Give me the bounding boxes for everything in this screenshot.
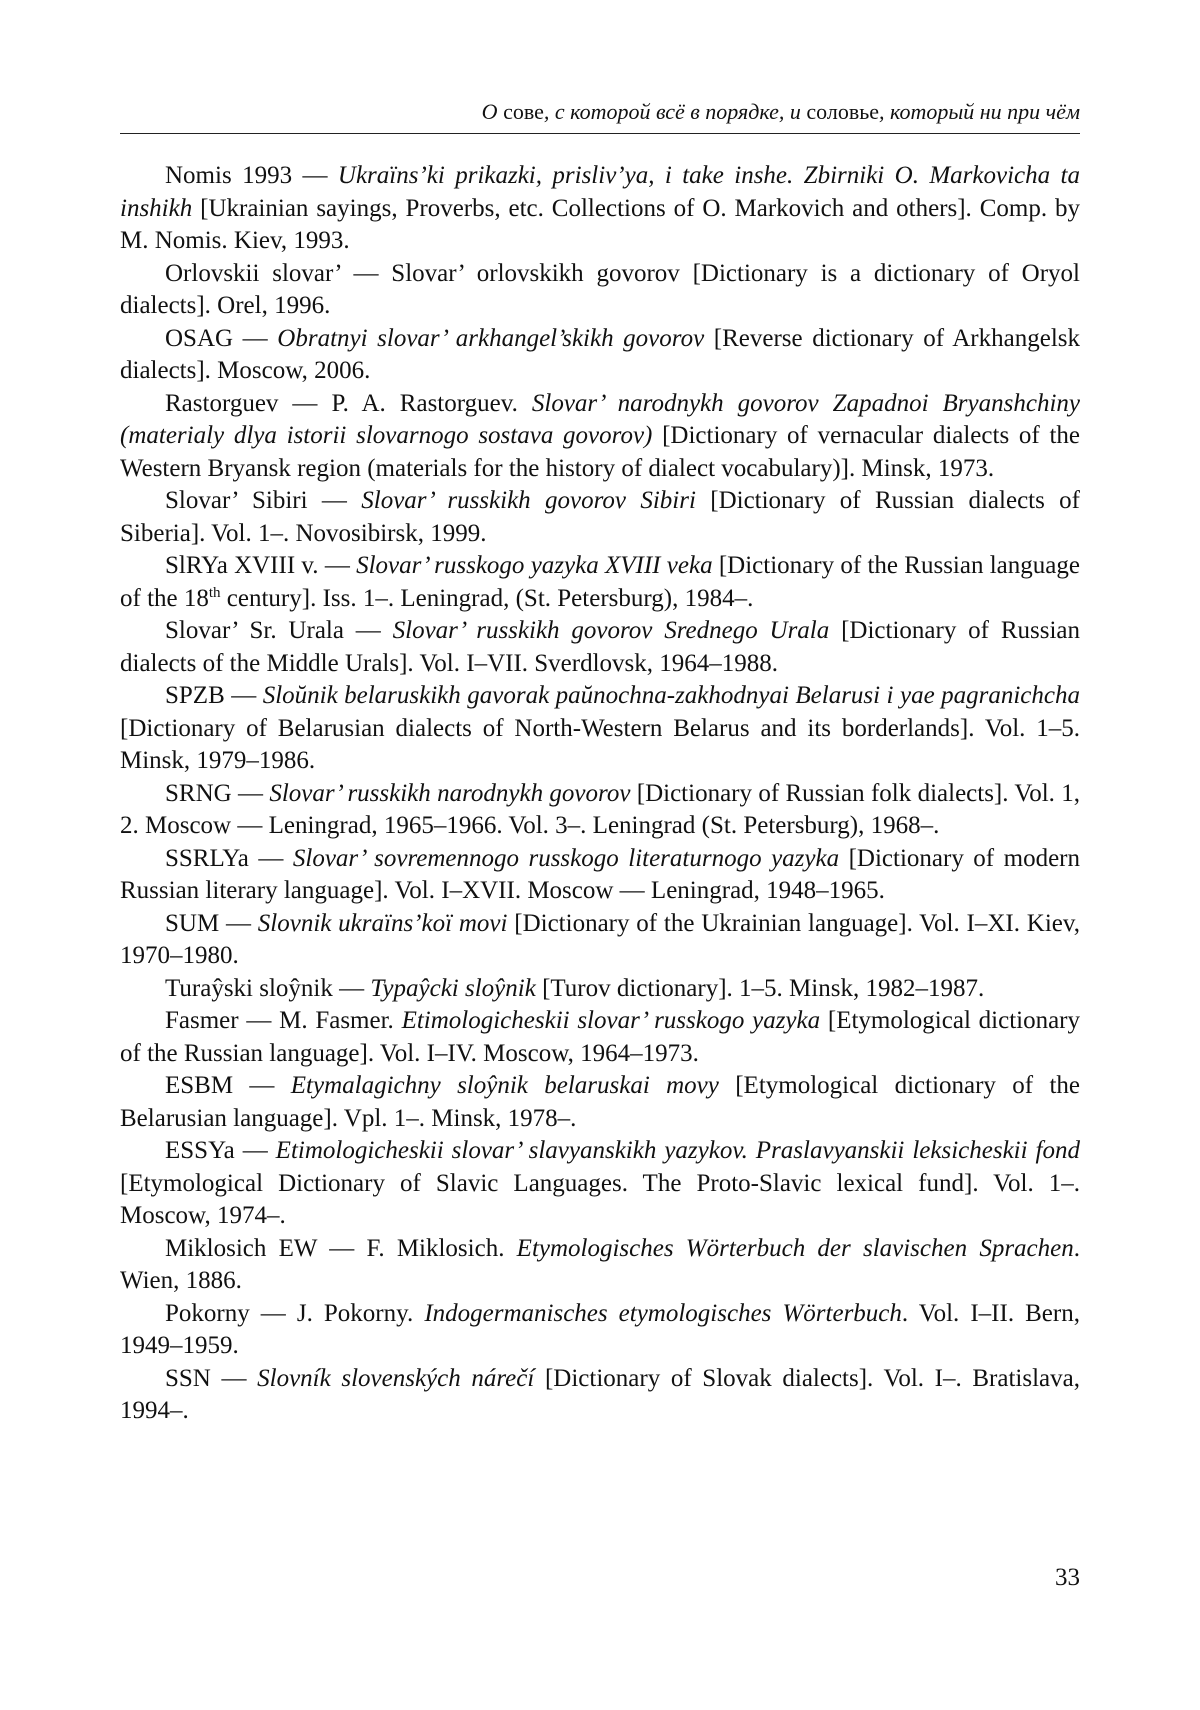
ref-text: Rastorguev — P. A. Rastorguev. <box>165 389 532 417</box>
ref-text: [Dictionary of Russian dialects of Siberia]. Vol. 1–. Novosibirsk, 1999. <box>120 487 1080 547</box>
ref-title: Sloŭnik belaruskikh gavorak paŭnochna-zakhodnyai Belarusi i yae pagranichcha <box>262 682 1080 709</box>
ref-text: Slovar’ Sr. Urala — <box>165 617 393 644</box>
ref-title: Obratnyi slovar’ arkhangel’skikh govorov <box>277 324 705 352</box>
ref-title: Slovar’ sovremennogo russkogo literaturnogo yazyka <box>292 844 840 872</box>
ref-text: century]. Iss. 1–. Leningrad, (St. Petersburg), 1984–. <box>220 584 754 612</box>
running-header-part: О <box>481 99 504 124</box>
reference-entry-pokorny <box>120 1298 1080 1363</box>
ref-title: Slovar’ russkikh govorov Sibiri <box>361 487 696 514</box>
ref-superscript: th <box>208 584 221 601</box>
reference-entry-turayski <box>120 973 1080 1006</box>
reference-entry-srng <box>120 778 1080 843</box>
reference-entry-ssn <box>120 1363 1080 1428</box>
ref-text: [Ukrainian sayings, Proverbs, etc. Collections of O. Markovich and others]. Comp. by M. Nomis. Kiev, 1993. <box>120 194 1080 254</box>
reference-list <box>120 160 1080 1428</box>
ref-title: Etymologisches Wörterbuch der slavischen Sprachen <box>516 1234 1074 1262</box>
ref-text: Turaŷski sloŷnik — <box>165 974 371 1002</box>
ref-title: Slovar’ russkikh govorov Srednego Urala <box>392 617 830 644</box>
ref-text: [Etymological dictionary of the Russian language]. Vol. I–IV. Moscow, 1964–1973. <box>120 1007 1081 1067</box>
ref-text: SUM — <box>165 909 258 937</box>
ref-title: Ukraïns’ki prikazki, prisliv’ya, i take inshe. Zbirniki O. Markovicha ta inshikh <box>120 162 1080 222</box>
ref-text: [Dictionary of Slovak dialects]. Vol. I–. Bratislava, 1994–. <box>120 1364 1080 1424</box>
ref-text: ESBM — <box>165 1072 291 1099</box>
ref-title: Indogermanisches etymologisches Wörterbuch <box>424 1299 902 1327</box>
reference-entry-slovar-sr-urala <box>120 615 1080 680</box>
ref-text: Nomis 1993 — <box>165 162 338 189</box>
ref-title: Slovar’ russkikh narodnykh govorov <box>269 779 631 807</box>
ref-text: [Dictionary of Russian folk dialects]. Vol. 1, 2. Moscow — Leningrad, 1965–1966. Vol. 3–. Leningrad (St. Petersburg), 1968–. <box>120 779 1080 839</box>
ref-text: . Wien, 1886. <box>120 1234 1080 1294</box>
ref-text: [Etymological Dictionary of Slavic Languages. The Proto-Slavic lexical fund]. Vol. 1–. Moscow, 1974–. <box>120 1169 1080 1229</box>
running-header-part: , который ни при чём <box>879 99 1080 124</box>
ref-text: [Turov dictionary]. 1–5. Minsk, 1982–1987. <box>535 974 985 1002</box>
reference-entry-rastorguev <box>120 388 1080 486</box>
reference-entry-spzb <box>120 680 1080 778</box>
ref-title: Etimologicheskii slovar’ russkogo yazyka <box>401 1007 821 1034</box>
ref-text: OSAG — <box>165 324 278 352</box>
reference-entry-miklosich <box>120 1233 1080 1298</box>
reference-entry-orlovskii <box>120 258 1080 323</box>
reference-entry-osag <box>120 323 1080 388</box>
ref-text: [Dictionary of vernacular dialects of the Western Bryansk region (materials for the history of dialect vocabulary)]. Minsk, 1973. <box>120 422 1080 482</box>
ref-text: SPZB — <box>165 682 263 709</box>
ref-text: [Dictionary of the Russian language of the 18 <box>120 552 1080 612</box>
ref-text: ESSYa — <box>165 1137 276 1164</box>
ref-text: Slovar’ Sibiri — <box>165 487 362 514</box>
ref-text: [Dictionary of modern Russian literary language]. Vol. I–XVII. Moscow — Leningrad, 1948–1965. <box>120 844 1080 904</box>
ref-text: Orlovskii slovar’ — Slovar’ orlovskikh govorov [Dictionary is a dictionary of Oryol dialects]. Orel, 1996. <box>120 259 1080 319</box>
ref-text: [Etymological dictionary of the Belarusian language]. Vpl. 1–. Minsk, 1978–. <box>120 1072 1080 1132</box>
ref-text: . Vol. I–II. Bern, 1949–1959. <box>120 1299 1080 1359</box>
ref-text: SRNG — <box>165 779 270 807</box>
ref-text: SSN — <box>165 1364 258 1392</box>
reference-entry-sum <box>120 908 1080 973</box>
ref-title: Slovník slovenských nárečí <box>257 1364 535 1392</box>
ref-text: Fasmer — M. Fasmer. <box>165 1007 402 1034</box>
ref-title: Slovnik ukraïns’koï movi <box>257 909 508 937</box>
running-header-part: , с которой всё в порядке, и <box>543 99 807 124</box>
reference-entry-essya <box>120 1135 1080 1233</box>
page-number: 33 <box>1055 1564 1080 1591</box>
ref-text: SlRYa XVIII v. — <box>165 552 357 579</box>
header-rule <box>120 133 1080 134</box>
reference-entry-ssrlya <box>120 843 1080 908</box>
ref-text: [Dictionary of Belarusian dialects of North-Western Belarus and its borderlands]. Vol. 1–5. Minsk, 1979–1986. <box>120 714 1080 774</box>
ref-title: Slovar’ narodnykh govorov Zapadnoi Bryanshchiny (materialy dlya istorii slovarnogo sostava govorov) <box>120 389 1081 449</box>
ref-title: Etymalagichny sloŷnik belaruskai movy <box>290 1072 719 1099</box>
ref-text: Miklosich EW — F. Miklosich. <box>165 1234 517 1262</box>
ref-text: [Dictionary of Russian dialects of the Middle Urals]. Vol. I–VII. Sverdlovsk, 1964–1988. <box>120 617 1081 677</box>
reference-entry-fasmer <box>120 1005 1080 1070</box>
reference-entry-nomis <box>120 160 1080 258</box>
ref-text: [Dictionary of the Ukrainian language]. Vol. I–XI. Kiev, 1970–1980. <box>120 909 1080 969</box>
ref-text: SSRLYa — <box>165 844 293 872</box>
ref-text: [Reverse dictionary of Arkhangelsk dialects]. Moscow, 2006. <box>120 324 1080 384</box>
ref-title: Etimologicheskii slovar’ slavyanskikh yazykov. Praslavyanskii leksicheskii fond <box>275 1137 1080 1164</box>
ref-title: Typaŷcki sloŷnik <box>370 974 536 1002</box>
running-header-part: соловье <box>806 99 880 124</box>
ref-title: Slovar’ russkogo yazyka XVIII veka <box>356 552 713 579</box>
running-header <box>120 98 1080 126</box>
reference-entry-esbm <box>120 1070 1080 1135</box>
ref-text: Pokorny — J. Pokorny. <box>165 1299 425 1327</box>
reference-entry-slrya <box>120 550 1080 615</box>
reference-entry-slovar-sibiri <box>120 485 1080 550</box>
running-header-part: сове <box>503 99 544 124</box>
